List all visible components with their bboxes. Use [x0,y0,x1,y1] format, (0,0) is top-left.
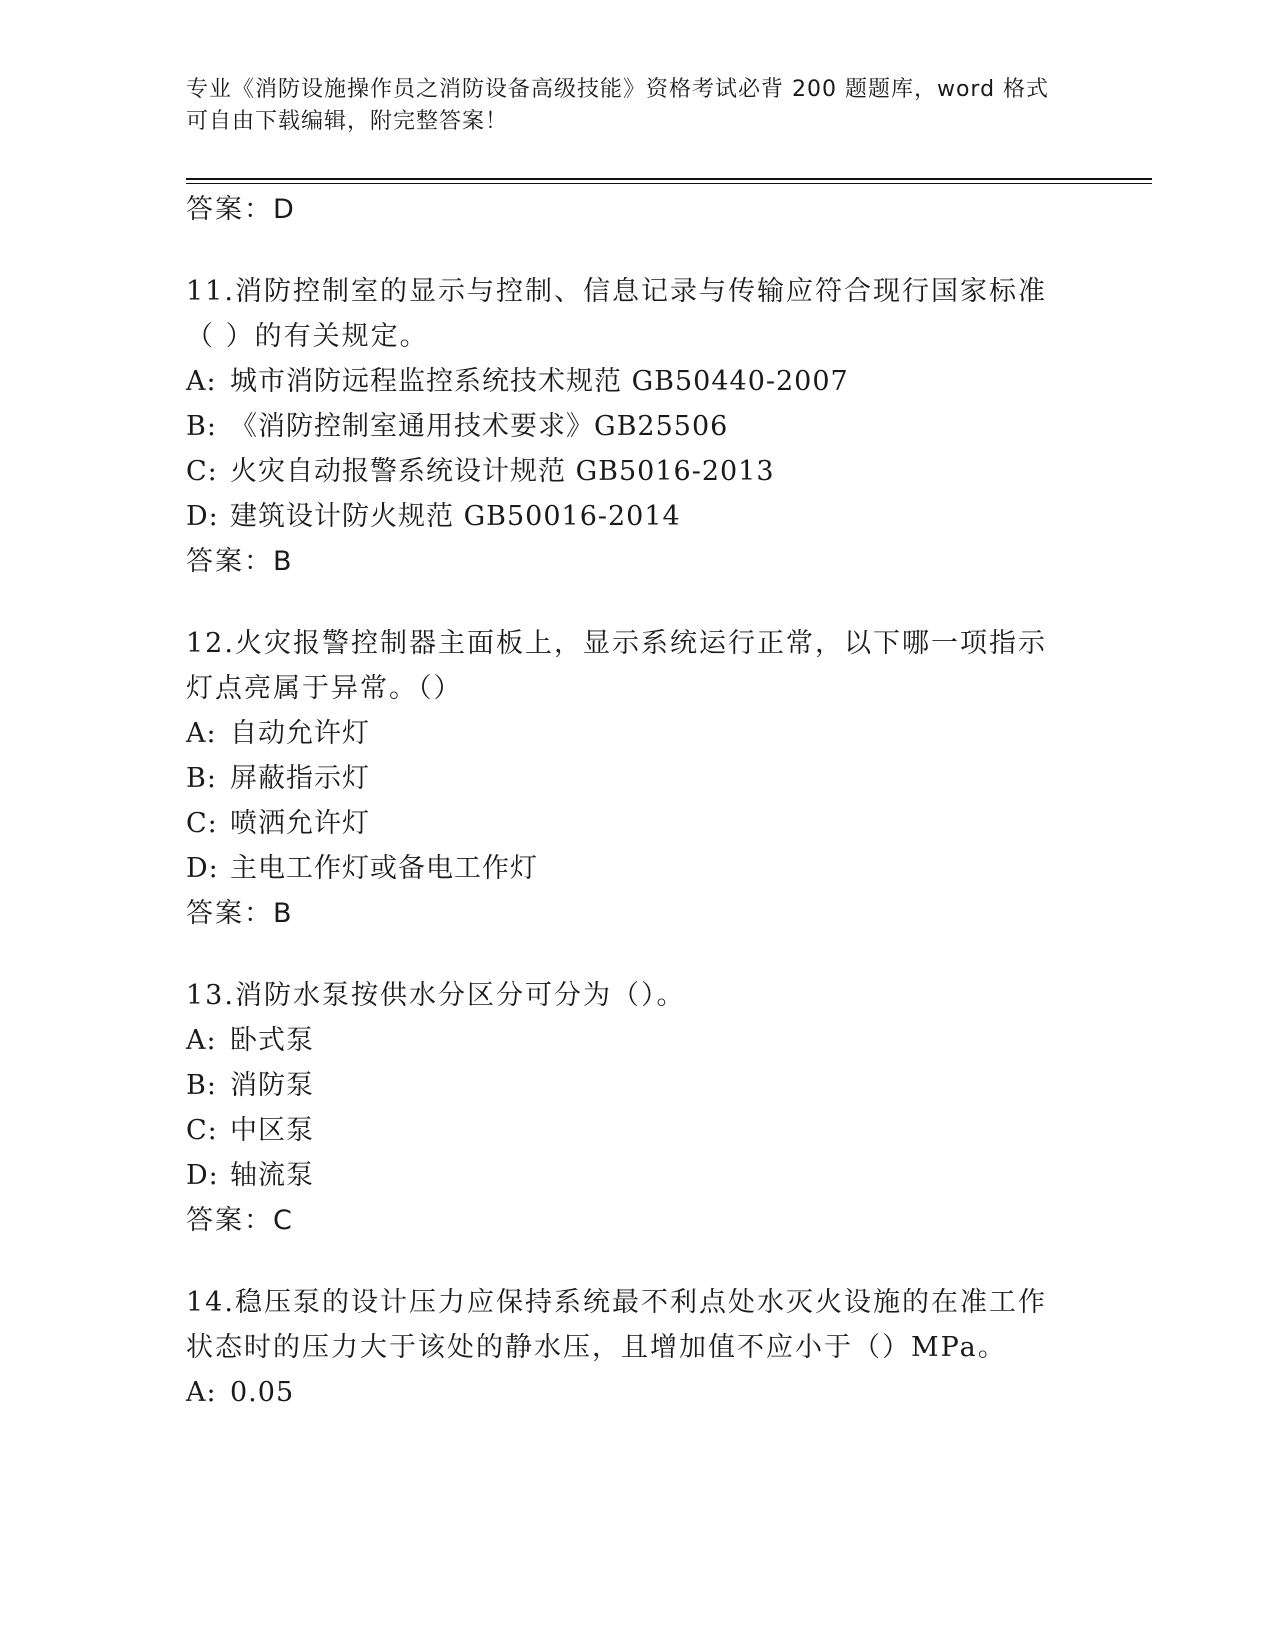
option-label: D: [186,1160,219,1191]
answer-line: 答案：D [186,194,296,225]
question-text: 14.稳压泵的设计压力应保持系统最不利点处水灭火设施的在准工作状态时的压力大于该处的静水压，且增加值不应小于（）MPa。 [186,1287,1047,1363]
answer-line: 答案：B [186,898,294,929]
option-d [186,494,1086,539]
option-text: 喷洒允许灯 [230,808,370,839]
answer-line: 答案：B [186,546,294,577]
option-a [186,711,1086,756]
option-text: 自动允许灯 [230,718,370,749]
option-label: B: [186,1070,217,1101]
option-text: 中区泵 [230,1115,314,1146]
option-label: D: [186,853,219,884]
option-label: C: [186,1115,218,1146]
option-a [186,359,1086,404]
document-header: 专业《消防设施操作员之消防设备高级技能》资格考试必背 200 题题库，word 格式可自由下载编辑，附完整答案！ [186,77,1050,134]
option-a [186,1018,1086,1063]
question-block [186,621,1086,937]
option-label: A: [186,718,217,749]
option-label: B: [186,411,217,442]
option-c [186,449,1086,494]
option-d [186,1153,1086,1198]
option-label: A: [186,366,217,397]
option-b [186,756,1086,801]
question-text: 13.消防水泵按供水分区分可分为（）。 [186,980,686,1011]
option-text: 《消防控制室通用技术要求》GB25506 [230,411,729,442]
question-block [186,269,1086,585]
option-text: 消防泵 [230,1070,314,1101]
question-list [186,187,1086,1415]
question-block [186,1280,1086,1415]
option-text: 轴流泵 [230,1160,314,1191]
option-label: C: [186,808,218,839]
option-text: 火灾自动报警系统设计规范 GB5016-2013 [230,456,775,487]
option-label: B: [186,763,217,794]
option-text: 建筑设计防火规范 GB50016-2014 [230,501,681,532]
question-text: 12.火灾报警控制器主面板上，显示系统运行正常，以下哪一项指示灯点亮属于异常。（） [186,628,1047,704]
option-text: 城市消防远程监控系统技术规范 GB50440-2007 [230,366,849,397]
option-text: 屏蔽指示灯 [230,763,370,794]
option-c [186,1108,1086,1153]
header-divider-thin [186,183,1152,184]
option-label: C: [186,456,218,487]
option-text: 主电工作灯或备电工作灯 [230,853,538,884]
option-label: D: [186,501,219,532]
answer-line: 答案：C [186,1205,294,1236]
option-label: A: [186,1377,217,1408]
option-d [186,846,1086,891]
option-c [186,801,1086,846]
question-text: 11.消防控制室的显示与控制、信息记录与传输应符合现行国家标准（ ）的有关规定。 [186,276,1047,352]
option-b [186,1063,1086,1108]
question-block [186,973,1086,1244]
header-divider-thick [186,178,1152,180]
option-a [186,1370,1086,1415]
option-text: 卧式泵 [230,1025,314,1056]
option-text: 0.05 [230,1377,295,1408]
option-b [186,404,1086,449]
option-label: A: [186,1025,217,1056]
